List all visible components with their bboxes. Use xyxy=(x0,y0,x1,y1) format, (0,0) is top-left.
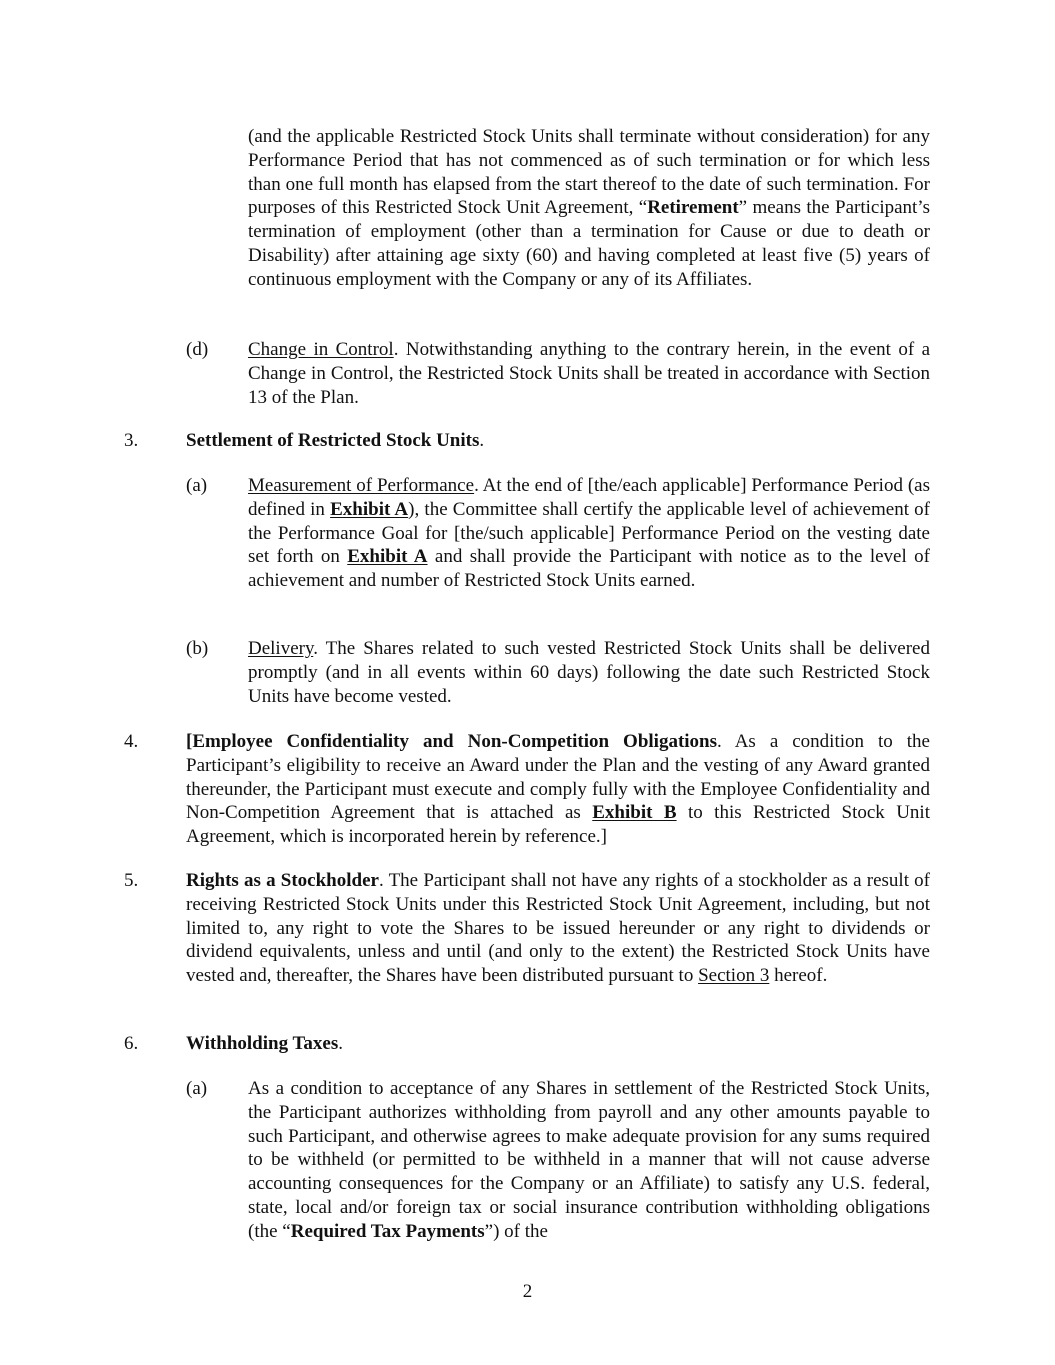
paragraph-retirement-definition xyxy=(248,125,930,292)
section-number: 4. xyxy=(124,731,139,752)
section-number: 5. xyxy=(124,870,139,891)
paragraph-text: . At the end of [the/each applicable] Performance Period (as defined in xyxy=(248,475,930,520)
section-employee-confidentiality xyxy=(186,730,930,849)
paragraph-text: . The Shares related to such vested Restricted Stock Units shall be delivered promptly (and in all events within 60 days) following the date such Restricted Stock Units have become vested. xyxy=(248,638,930,707)
paragraph-text: hereof. xyxy=(769,965,828,987)
subsection-withholding-authorization xyxy=(248,1077,930,1244)
subsection-heading: Delivery xyxy=(248,638,314,659)
exhibit-reference: Exhibit B xyxy=(592,802,677,824)
section-heading-withholding-taxes xyxy=(186,1032,930,1056)
paragraph-text: . The Participant shall not have any rights of a stockholder as a result of receiving Restricted Stock Units under this Restricted Stock Unit Agreement, including, but not limited to, any right to vote the Shares to be issued hereunder or any right to dividends or dividend equivalents, unless and until (and only to the extent) the Restricted Stock Units have vested and, thereafter, the Shares have been distributed pursuant to xyxy=(186,870,931,987)
section-heading: Rights as a Stockholder xyxy=(186,870,379,891)
section-number: 6. xyxy=(124,1033,139,1054)
section-heading: Settlement of Restricted Stock Units xyxy=(186,430,480,451)
paragraph-text: (and the applicable Restricted Stock Units shall terminate without consideration) for any Performance Period that has not commenced as of such termination or for which less than one full month has elapsed from the start thereof to the date of such termination. For purposes of this Restricted Stock Unit Agreement, “ xyxy=(248,126,930,219)
paragraph-text: to this Restricted Stock Unit Agreement, which is incorporated herein by reference.] xyxy=(186,802,930,848)
subsection-change-in-control xyxy=(248,338,930,409)
subsection-heading: Measurement of Performance xyxy=(248,475,475,496)
paragraph-text: ), the Committee shall certify the applicable level of achievement of the Performance Goal for [the/such applicable] Performance Period on the vesting date set forth on xyxy=(248,498,930,568)
subsection-label: (b) xyxy=(186,638,209,659)
subsection-label: (d) xyxy=(186,339,209,360)
subsection-measurement-of-performance xyxy=(248,474,930,593)
heading-period: . xyxy=(338,1033,344,1054)
paragraph-text: . Notwithstanding anything to the contrary herein, in the event of a Change in Control, the Restricted Stock Units shall be treated in accordance with Section 13 of the Plan. xyxy=(248,339,930,408)
section-number: 3. xyxy=(124,430,139,451)
subsection-label: (a) xyxy=(186,475,208,496)
paragraph-text: ” means the Participant’s termination of employment (other than a termination for Cause or due to death or Disability) after attaining age sixty (60) and having completed at least five (5) years of continuous employment with the Company or any of its Affiliates. xyxy=(248,197,930,290)
section-heading-settlement xyxy=(186,429,930,453)
exhibit-reference: Exhibit A xyxy=(347,546,428,568)
paragraph-text: and shall provide the Participant with notice as to the level of achievement and number of Restricted Stock Units earned. xyxy=(248,546,930,592)
exhibit-reference: Exhibit A xyxy=(330,498,409,520)
defined-term: Retirement xyxy=(647,197,739,219)
subsection-heading: Change in Control xyxy=(248,339,394,360)
paragraph-text: As a condition to acceptance of any Shares in settlement of the Restricted Stock Units, the Participant authorizes withholding from payroll and any other amounts payable to such Participant, and otherwise agrees to make adequate provision for any sums required to be withheld (or permitted to be withheld in a manner that will not cause adverse accounting consequences for the Company or an Affiliate) to satisfy any U.S. federal, state, local and/or foreign tax or social insurance contribution withholding obligations (the “ xyxy=(248,1078,930,1242)
section-rights-as-stockholder xyxy=(186,869,930,988)
section-reference: Section 3 xyxy=(698,965,770,987)
paragraph-text: . As a condition to the Participant’s eligibility to receive an Award under the Plan and the vesting of any Award granted thereunder, the Participant must execute and comply fully with the Employee Confidentiality and Non-Competition Agreement that is attached as xyxy=(186,731,930,824)
subsection-delivery xyxy=(248,637,930,708)
section-heading: [Employee Confidentiality and Non-Competition Obligations xyxy=(186,731,718,752)
section-heading: Withholding Taxes xyxy=(186,1033,339,1054)
paragraph-text: ”) of the xyxy=(484,1220,548,1242)
defined-term: Required Tax Payments xyxy=(290,1220,485,1242)
subsection-label: (a) xyxy=(186,1078,208,1099)
page-number: 2 xyxy=(522,1281,533,1302)
heading-period: . xyxy=(479,430,485,451)
